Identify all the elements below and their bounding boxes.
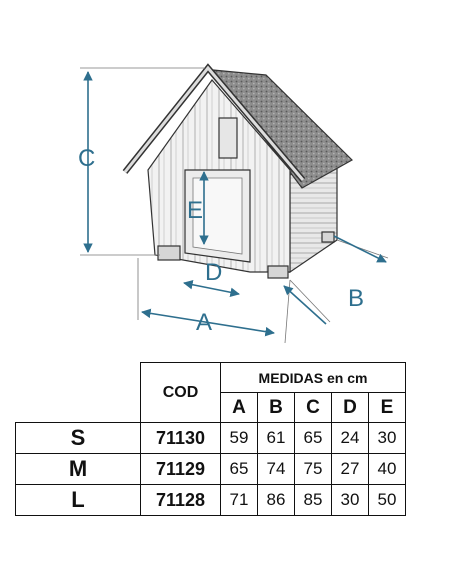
column-header: C: [295, 393, 332, 423]
leg: [158, 246, 180, 260]
cod-header: COD: [141, 363, 221, 423]
table-row: [16, 454, 406, 485]
column-header: B: [258, 393, 295, 423]
value-cell: 24: [332, 423, 369, 454]
value-cell: 74: [258, 454, 295, 485]
dim-label-b: B: [348, 285, 365, 312]
size-cell: M: [16, 454, 141, 485]
value-cell: 40: [369, 454, 406, 485]
measures-header: MEDIDAS en cm: [221, 363, 406, 393]
value-cell: 65: [221, 454, 258, 485]
dim-label-a: A: [196, 309, 213, 336]
column-header: A: [221, 393, 258, 423]
value-cell: 30: [332, 485, 369, 516]
dim-b-arrow: [284, 286, 326, 324]
column-header: D: [332, 393, 369, 423]
value-cell: 75: [295, 454, 332, 485]
vent-window: [219, 118, 237, 158]
value-cell: 50: [369, 485, 406, 516]
value-cell: 59: [221, 423, 258, 454]
value-cell: 71: [221, 485, 258, 516]
size-spec-table: [15, 362, 406, 516]
value-cell: 86: [258, 485, 295, 516]
column-header: E: [369, 393, 406, 423]
table-row: [16, 485, 406, 516]
code-cell: 71129: [141, 454, 221, 485]
doghouse-drawing: [125, 68, 352, 278]
dim-label-e: E: [187, 197, 204, 224]
value-cell: 85: [295, 485, 332, 516]
leg: [268, 266, 288, 278]
table-row: [16, 423, 406, 454]
value-cell: 61: [258, 423, 295, 454]
value-cell: 27: [332, 454, 369, 485]
dim-label-c: C: [78, 145, 96, 172]
size-cell: L: [16, 485, 141, 516]
leg: [322, 232, 334, 242]
size-cell: S: [16, 423, 141, 454]
dim-label-d: D: [205, 259, 223, 286]
value-cell: 65: [295, 423, 332, 454]
value-cell: 30: [369, 423, 406, 454]
code-cell: 71128: [141, 485, 221, 516]
code-cell: 71130: [141, 423, 221, 454]
